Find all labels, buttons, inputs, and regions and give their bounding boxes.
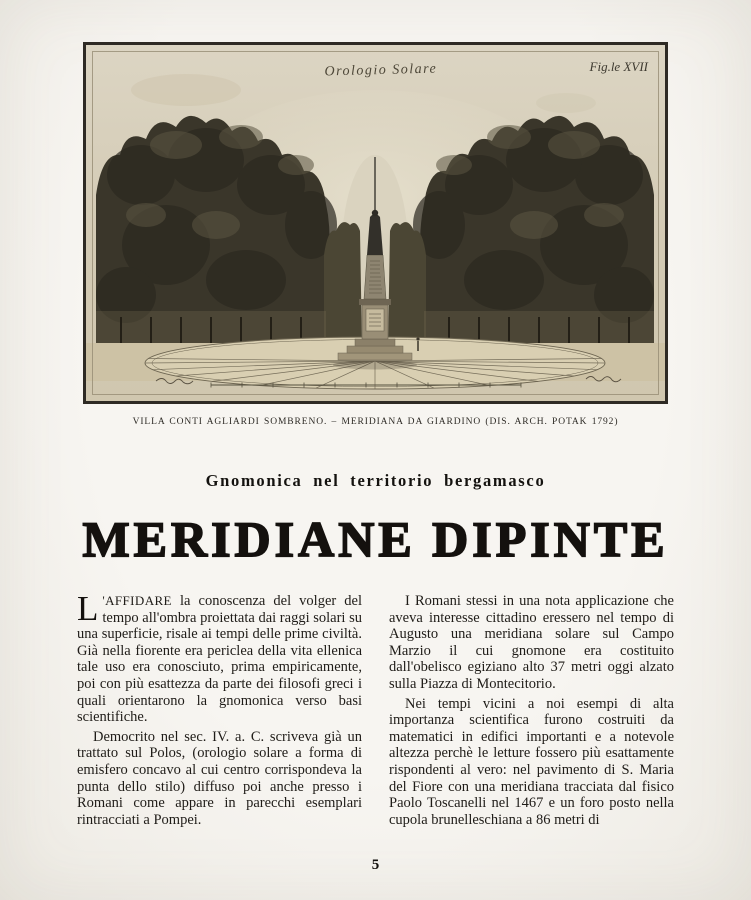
paragraph: I Romani stessi in una nota applicazione che aveva interesse cittadino eressero nel tempo di Augusto una meridiana solare sul Campo Marzio il cui gnomone era costituito dall'obelisco egiziano alto 37 metri oggi alzato sulla Piazza di Montecitorio. bbox=[389, 593, 674, 692]
article-columns bbox=[77, 593, 674, 847]
article-title: MERIDIANE DIPINTE bbox=[82, 511, 669, 567]
figure-plate bbox=[77, 42, 674, 427]
plate-handwritten-title: Orologio Solare bbox=[324, 61, 438, 80]
paragraph-text: la conoscenza del volger del tempo all'ombra proiettata dai raggi solari su una superficie, risale ai tempi delle prime civiltà. Già nella fiorente era periclea della vita ellenica tale uso era conosciuto, prima empiricamente, poi con più esattezza da parte dei filosofi greci i quali orientarono la gnomonica verso basi scientifiche. bbox=[77, 593, 362, 726]
column-right bbox=[389, 593, 674, 847]
paragraph: Nei tempi vicini a noi esempi di alta importanza scientifica furono costruiti da matematici in edifici importanti e a notevole altezza perchè le letture fossero più esattamente rispondenti al vero: nel pavimento di S. Maria del Fiore con una meridiana tracciata dal fisico Paolo Toscanelli nel 1467 e un foro posto nella cupola brunelleschiana a 86 metri di bbox=[389, 695, 674, 828]
paragraph-lead bbox=[77, 593, 362, 726]
plate-figure-number: Fig.le XVII bbox=[589, 59, 648, 74]
paragraph: Democrito nel sec. IV. a. C. scriveva già un trattato sul Polos, (orologio solare a forma di emisfero concavo al cui centro corrispondeva la punta dello stilo) diffuso poi anche presso i Romani come appare in parecchi esemplari rintracciati a Pompei. bbox=[77, 728, 362, 828]
mid-trees-left bbox=[324, 222, 362, 347]
sundial-garden-engraving bbox=[86, 45, 665, 401]
lead-small-caps: 'AFFIDARE bbox=[102, 593, 172, 608]
engraving-frame bbox=[83, 42, 668, 404]
figure-caption: VILLA CONTI AGLIARDI SOMBRENO. – MERIDIANA DA GIARDINO (DIS. ARCH. POTAK 1792) bbox=[132, 417, 619, 427]
mid-trees-right bbox=[388, 222, 426, 347]
section-heading: Gnomonica nel territorio bergamasco bbox=[205, 471, 546, 490]
drop-cap: L bbox=[77, 593, 99, 628]
page-number: 5 bbox=[371, 857, 380, 873]
column-left bbox=[77, 593, 362, 847]
gnomon-ball bbox=[372, 210, 378, 216]
paper-stain bbox=[131, 74, 241, 106]
